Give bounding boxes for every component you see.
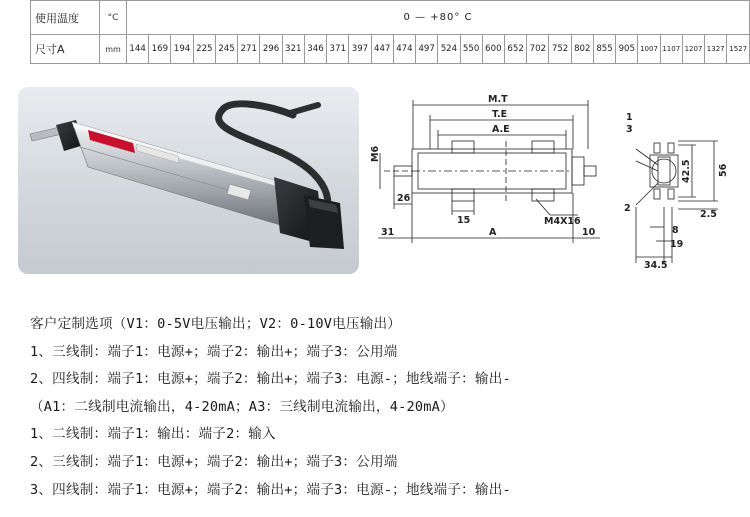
size-value-cell: 447 xyxy=(371,35,393,64)
size-value-cell: 225 xyxy=(193,35,215,64)
size-value-cell: 397 xyxy=(349,35,371,64)
custom-options xyxy=(30,311,730,504)
option-voltage-three-wire: 1、三线制：端子1：电源+；端子2：输出+；端子3：公用端 xyxy=(30,343,398,360)
size-value-cell: 296 xyxy=(260,35,282,64)
label-42-5: 42.5 xyxy=(681,159,692,183)
size-value-cell: 144 xyxy=(127,35,149,64)
size-value-cell: 194 xyxy=(171,35,193,64)
label-15: 15 xyxy=(457,215,471,226)
label-te: T.E xyxy=(492,109,508,120)
size-value-cell: 905 xyxy=(616,35,638,64)
options-heading-current: （A1：二线制电流输出，4-20mA；A3：三线制电流输出，4-20mA） xyxy=(30,398,454,415)
size-value-cell: 652 xyxy=(504,35,526,64)
option-current-four-wire: 3、四线制：端子1：电源+；端子2：输出+；端子3：电源-；地线端子：输出- xyxy=(30,481,511,498)
label-ae: A.E xyxy=(492,124,510,135)
size-value-cell: 346 xyxy=(304,35,326,64)
size-value-cell: 169 xyxy=(149,35,171,64)
spec-table xyxy=(30,0,750,64)
option-current-three-wire: 2、三线制：端子1：电源+；端子2：输出+；端子3：公用端 xyxy=(30,453,398,470)
size-value-cell: 371 xyxy=(327,35,349,64)
label-10: 10 xyxy=(582,227,596,238)
displacement-sensor-image xyxy=(18,87,359,274)
temperature-unit: °C xyxy=(100,1,127,35)
size-value-cell: 855 xyxy=(593,35,615,64)
label-m6: M6 xyxy=(370,145,381,162)
size-value-cell: 474 xyxy=(393,35,415,64)
size-row xyxy=(31,35,750,64)
dimension-drawing-svg xyxy=(368,87,750,274)
label-2-5: 2.5 xyxy=(700,209,717,220)
size-value-cell: 1527 xyxy=(727,35,750,64)
label-pin-1: 1 xyxy=(626,112,633,123)
label-26: 26 xyxy=(397,193,411,204)
size-value-cell: 1107 xyxy=(660,35,682,64)
size-value-cell: 600 xyxy=(482,35,504,64)
size-unit: mm xyxy=(100,35,127,64)
size-value-cell: 550 xyxy=(460,35,482,64)
size-value-cell: 1007 xyxy=(638,35,660,64)
size-value-cell: 321 xyxy=(282,35,304,64)
size-value-cell: 702 xyxy=(527,35,549,64)
label-pin-3: 3 xyxy=(626,124,633,135)
temperature-label: 使用温度 xyxy=(31,1,100,35)
label-34-5: 34.5 xyxy=(644,260,668,271)
size-value-cell: 245 xyxy=(215,35,237,64)
label-a: A xyxy=(489,227,497,238)
size-value-cell: 1207 xyxy=(682,35,704,64)
label-19: 19 xyxy=(670,239,684,250)
options-heading-voltage: 客户定制选项（V1：0-5V电压输出；V2：0-10V电压输出） xyxy=(30,316,402,332)
label-8: 8 xyxy=(672,225,679,236)
size-value-cell: 497 xyxy=(416,35,438,64)
label-56: 56 xyxy=(718,163,729,177)
size-value-cell: 752 xyxy=(549,35,571,64)
size-value-cell: 271 xyxy=(238,35,260,64)
label-31: 31 xyxy=(381,227,395,238)
temperature-row xyxy=(31,1,750,35)
label-m4x16: M4X16 xyxy=(544,216,581,227)
option-current-two-wire: 1、二线制：端子1：输出：端子2：输入 xyxy=(30,426,276,443)
label-pin-2: 2 xyxy=(624,203,631,214)
size-label: 尺寸A xyxy=(31,35,100,64)
size-value-cell: 1327 xyxy=(705,35,727,64)
option-voltage-four-wire: 2、四线制：端子1：电源+；端子2：输出+；端子3：电源-；地线端子：输出- xyxy=(30,371,511,388)
product-photo xyxy=(18,87,359,274)
temperature-value: 0 — +80° C xyxy=(127,1,750,35)
label-mt: M.T xyxy=(488,94,508,105)
size-value-cell: 524 xyxy=(438,35,460,64)
dimension-drawing xyxy=(368,87,750,274)
size-value-cell: 802 xyxy=(571,35,593,64)
